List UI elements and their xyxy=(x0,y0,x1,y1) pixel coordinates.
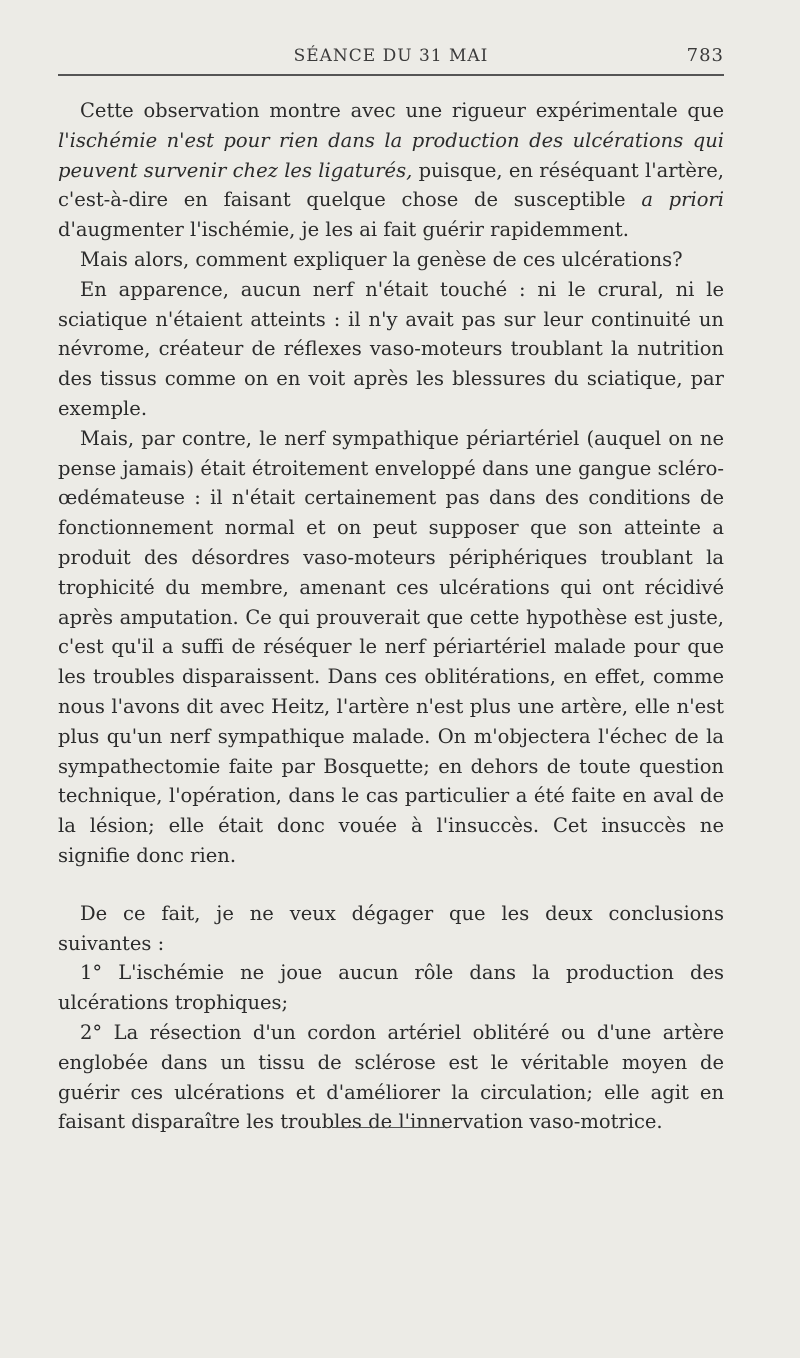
paragraph-conclusion-2: 2° La résection d'un cordon artériel oblitéré ou d'une artère englobée dans un tissu de sclérose est le véritable moyen de guérir ces ulcérations et d'améliorer la circulation; elle agit en faisant disparaître les troubles de l'innervation vaso-motrice. xyxy=(58,1020,724,1134)
running-header xyxy=(58,36,724,66)
paragraph-question: Mais alors, comment expliquer la genèse de ces ulcérations? xyxy=(80,247,683,271)
paragraph-conclusions-intro: De ce fait, je ne veux dégager que les deux conclusions suivantes : xyxy=(58,901,724,955)
paragraph-observation-italic: l'ischémie n'est pour rien dans la production des ulcérations qui peuvent survenir chez les ligaturés, xyxy=(58,128,724,182)
page-number: 783 xyxy=(686,45,724,66)
paragraph-observation-text-a: Cette observation montre avec une rigueur expérimentale que xyxy=(80,99,724,122)
paragraph-observation-text-c: d'augmenter l'ischémie, je les ai fait guérir rapidemment. xyxy=(58,218,629,242)
paragraph-apparence: En apparence, aucun nerf n'était touché : ni le crural, ni le sciatique n'étaient atteints : il n'y avait pas sur leur continuité un névrome, créateur de réflexes vaso-moteurs troublant la nutrition des tissus comme on en voit après les blessures du sciatique, par exemple. xyxy=(58,277,724,420)
paragraph-observation xyxy=(58,96,724,245)
running-title: SÉANCE DU 31 MAI xyxy=(293,46,489,66)
header-rule xyxy=(58,74,724,76)
paragraph-conclusion-1: 1° L'ischémie ne joue aucun rôle dans la production des ulcérations trophiques; xyxy=(58,961,724,1015)
body-text xyxy=(58,96,724,1137)
paragraph-observation-text-b: puisque, en réséquant l'artère, c'est-à-dire en faisant quelque chose de susceptible xyxy=(58,158,724,212)
paragraph-observation-italic-priori: a priori xyxy=(641,188,724,212)
paragraph-sympathique: Mais, par contre, le nerf sympathique périartériel (auquel on ne pense jamais) était étroitement enveloppé dans une gangue scléro-œdémateuse : il n'était certainement pas dans des conditions de fonctionnement normal et on peut supposer que son atteinte a produit des désordres vaso-moteurs périphériques troublant la trophicité du membre, amenant ces ulcérations qui ont récidivé après amputation. Ce qui prouverait que cette hypothèse est juste, c'est qu'il a suffi de réséquer le nerf périartériel malade pour que les troubles disparaissent. Dans ces oblitérations, en effet, comme nous l'avons dit avec Heitz, l'artère n'est plus une artère, elle n'est plus qu'un nerf sympathique malade. On m'objectera l'échec de la sympathectomie faite par Bosquette; en dehors de toute question technique, l'opération, dans le cas particulier a été faite en aval de la lésion; elle était donc vouée à l'insuccès. Cet insuccès ne signifie donc rien. xyxy=(58,426,724,867)
end-rule xyxy=(332,1127,444,1128)
